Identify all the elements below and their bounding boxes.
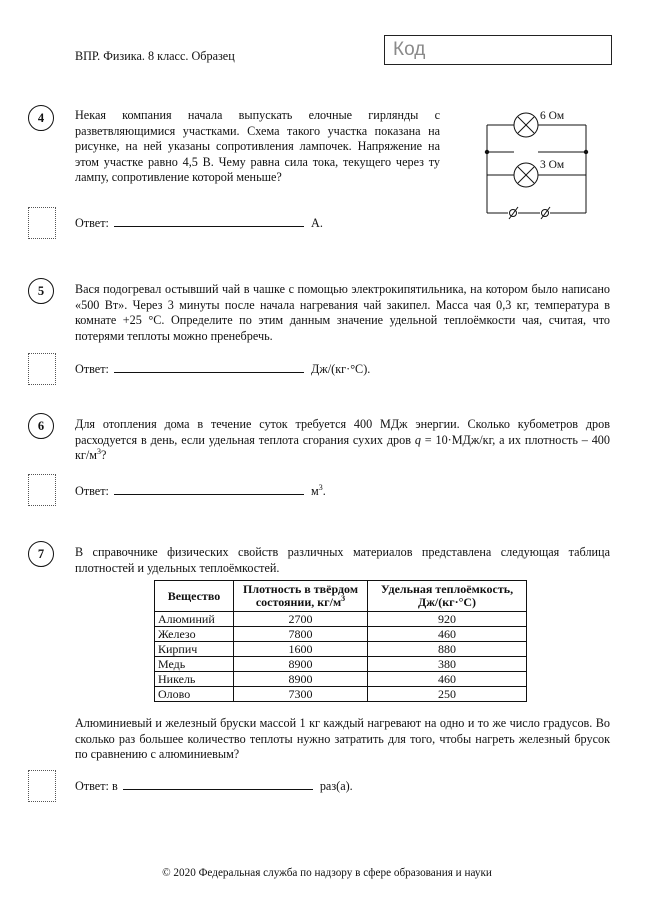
answer-box-6[interactable] xyxy=(28,474,56,506)
cell-heat-capacity: 380 xyxy=(368,657,527,672)
question-6-variable: q xyxy=(414,432,421,447)
question-4-text: Некая компания начала выпускать елочные гирлянды с разветвляющимися участками. Схема такого участка показана на рисунке, на ней указаны сопротивления лампочек. Напряжение на этом участке равно 4,5 В. Чему равна сила тока, текущего через ту лампу, сопротивление которой меньше? xyxy=(75,108,440,184)
question-number-7: 7 xyxy=(28,541,54,567)
answer-row-5 xyxy=(75,362,370,378)
question-7-text: Алюминиевый и железный бруски массой 1 кг каждый нагревают на одно и то же число градусов. Во сколько раз большее количество теплоты нужно затратить для того, чтобы нагреть железный брусок по сравнению с алюминиевым? xyxy=(75,716,610,761)
table-row xyxy=(155,612,527,627)
table-row xyxy=(155,642,527,657)
cell-heat-capacity: 920 xyxy=(368,612,527,627)
code-label: Код xyxy=(393,39,426,60)
answer-unit-7: раз(а). xyxy=(319,779,353,793)
properties-table xyxy=(154,580,527,702)
answer-row-7 xyxy=(75,779,353,795)
cell-heat-capacity: 460 xyxy=(368,627,527,642)
cell-density: 8900 xyxy=(234,672,368,687)
cell-substance: Олово xyxy=(155,687,234,702)
table-row xyxy=(155,657,527,672)
cell-substance: Никель xyxy=(155,672,234,687)
question-number-6: 6 xyxy=(28,413,54,439)
answer-line-5[interactable] xyxy=(114,362,304,373)
answer-label-4: Ответ: xyxy=(75,216,109,230)
question-7-intro: В справочнике физических свойств различных материалов представлена следующая таблица плотностей и удельных теплоёмкостей. xyxy=(75,545,610,575)
table-header-row xyxy=(155,581,527,612)
question-6-text-part1: Для отопления дома в течение суток требуется 400 МДж энергии. Сколько кубометров дров расходуется в день, если удельная теплота сгорания сухих дров xyxy=(75,417,610,447)
question-number-4: 4 xyxy=(28,105,54,131)
table-row xyxy=(155,687,527,702)
header-density-superscript: 3 xyxy=(341,594,346,603)
cell-density: 1600 xyxy=(234,642,368,657)
answer-row-6 xyxy=(75,484,326,500)
cell-heat-capacity: 460 xyxy=(368,672,527,687)
answer-unit-6-end: . xyxy=(322,484,326,498)
lamp-top-label: 6 Ом xyxy=(540,110,565,122)
answer-unit-5: Дж/(кг·°С). xyxy=(311,362,371,376)
footer-copyright: © 2020 Федеральная служба по надзору в сфере образования и науки xyxy=(162,867,492,879)
answer-unit-6-superscript: 3 xyxy=(318,482,323,492)
header-substance: Вещество xyxy=(155,581,234,612)
cell-heat-capacity: 880 xyxy=(368,642,527,657)
table-row xyxy=(155,627,527,642)
code-input-box[interactable] xyxy=(384,35,612,65)
cell-substance: Алюминий xyxy=(155,612,234,627)
answer-row-4 xyxy=(75,216,323,232)
cell-substance: Кирпич xyxy=(155,642,234,657)
lamp-top-icon xyxy=(514,113,538,137)
cell-density: 7800 xyxy=(234,627,368,642)
header-density-text: Плотность в твёрдом состоянии, кг/м xyxy=(243,582,358,609)
circuit-diagram xyxy=(466,100,606,222)
question-number-5: 5 xyxy=(28,278,54,304)
answer-label-5: Ответ: xyxy=(75,362,109,376)
header-heat-capacity: Удельная теплоёмкость, Дж/(кг·°С) xyxy=(368,581,527,612)
lamp-bottom-label: 3 Ом xyxy=(540,159,565,171)
answer-line-6[interactable] xyxy=(114,484,304,495)
answer-box-4[interactable] xyxy=(28,207,56,239)
answer-line-4[interactable] xyxy=(114,216,304,227)
cell-heat-capacity: 250 xyxy=(368,687,527,702)
question-5-text: Вася подогревал остывший чай в чашке с помощью электрокипятильника, на котором было написано «500 Вт». Через 3 минуты после начала нагревания чай закипел. Масса чая 0,3 кг, температура в комнате +25 °С. Определите по этим данным значение удельной теплоёмкости чая, считая, что потерями теплоты можно пренебречь. xyxy=(75,282,610,343)
question-6-text-part2: = 10·МДж/кг, а их плотность – 400 кг/м xyxy=(75,432,610,462)
table-row xyxy=(155,672,527,687)
question-6-text xyxy=(75,417,610,464)
cell-density: 7300 xyxy=(234,687,368,702)
lamp-bottom-icon xyxy=(514,163,538,187)
answer-box-5[interactable] xyxy=(28,353,56,385)
answer-unit-4: А. xyxy=(311,216,323,230)
answer-label-6: Ответ: xyxy=(75,484,109,498)
cell-density: 8900 xyxy=(234,657,368,672)
answer-line-7[interactable] xyxy=(123,779,313,790)
header-density xyxy=(234,581,368,612)
answer-label-7: Ответ: в xyxy=(75,779,118,793)
answer-unit-6: м xyxy=(311,484,319,498)
answer-box-7[interactable] xyxy=(28,770,56,802)
cell-substance: Медь xyxy=(155,657,234,672)
cell-substance: Железо xyxy=(155,627,234,642)
cell-density: 2700 xyxy=(234,612,368,627)
header-title: ВПР. Физика. 8 класс. Образец xyxy=(75,49,235,63)
question-6-superscript: 3 xyxy=(97,446,102,456)
question-6-text-part3: ? xyxy=(101,448,107,462)
